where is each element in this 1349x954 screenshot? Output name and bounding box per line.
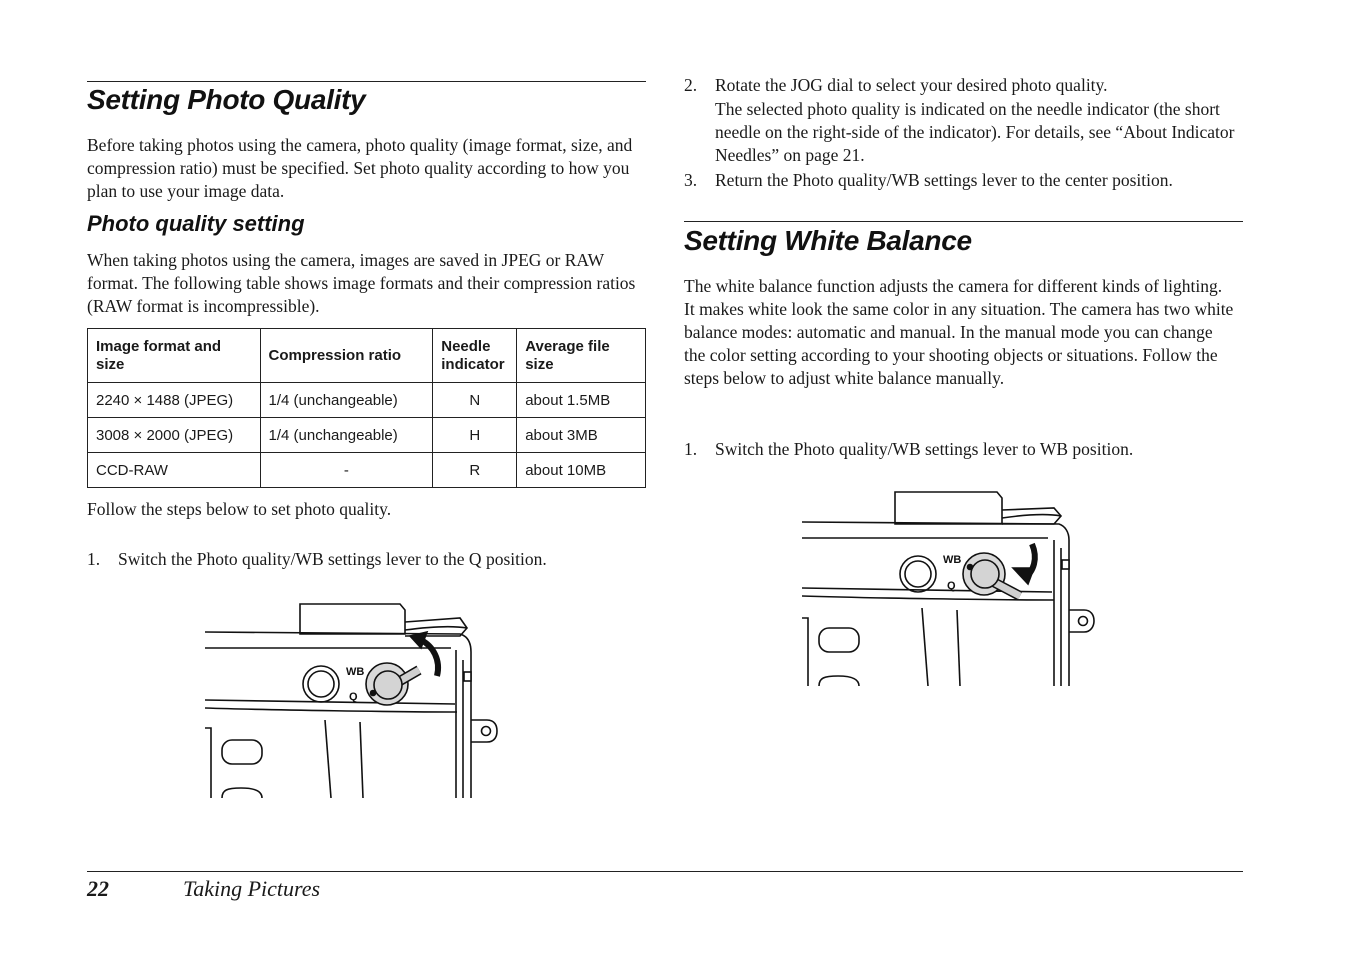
table-cell: H — [433, 418, 517, 453]
table-cell: about 1.5MB — [517, 383, 646, 418]
camera-lever-wb-illustration — [802, 488, 1097, 686]
section-divider — [87, 81, 646, 82]
step-number: 1. — [684, 439, 698, 459]
table-cell: 3008 × 2000 (JPEG) — [88, 418, 261, 453]
white-balance-intro: The white balance function adjusts the camera for different kinds of lighting. It makes white look the same color in any situation. The camera has two white balance modes: automatic and manual. In the manual mode you can change the color setting according to your shooting objects or situations. Follow the steps below to adjust white balance manually. — [684, 276, 1234, 388]
table-header-cell: Needle indicator — [433, 329, 517, 383]
table-cell: about 10MB — [517, 453, 646, 488]
table-cell: N — [433, 383, 517, 418]
step-text: Return the Photo quality/WB settings lever to the center position. — [715, 170, 1173, 190]
table-header-cell: Average file size — [517, 329, 646, 383]
step-text: Switch the Photo quality/WB settings lever to WB position. — [715, 439, 1134, 459]
table-header-row — [88, 329, 646, 383]
table-header-cell: Image format and size — [88, 329, 261, 383]
footer-divider — [87, 871, 1243, 872]
photo-quality-setting-intro: When taking photos using the camera, images are saved in JPEG or RAW format. The following table shows image formats and their compression ratios (RAW format is incompressible). — [87, 250, 636, 316]
section-title-photo-quality: Setting Photo Quality — [87, 84, 366, 115]
table-row — [88, 453, 646, 488]
table-cell: CCD-RAW — [88, 453, 261, 488]
illus-label-wb: WB — [943, 554, 962, 566]
follow-steps-text: Follow the steps below to set photo quality. — [87, 499, 392, 519]
table-cell: 2240 × 1488 (JPEG) — [88, 383, 261, 418]
step-text: Switch the Photo quality/WB settings lever to the Q position. — [118, 549, 547, 569]
table-cell: - — [260, 453, 433, 488]
camera-lever-q-illustration — [205, 600, 500, 798]
table-header-cell: Compression ratio — [260, 329, 433, 383]
illus-label-q: Q — [349, 691, 358, 703]
table-cell: 1/4 (unchangeable) — [260, 418, 433, 453]
page-number: 22 — [87, 876, 109, 901]
illus-label-wb: WB — [346, 666, 365, 678]
step-text: Rotate the JOG dial to select your desired photo quality. — [715, 75, 1108, 95]
step-number: 3. — [684, 170, 698, 190]
section-title-white-balance: Setting White Balance — [684, 225, 972, 256]
step-number: 2. — [684, 75, 698, 95]
chapter-title: Taking Pictures — [183, 876, 321, 901]
table-row — [88, 383, 646, 418]
table-cell: 1/4 (unchangeable) — [260, 383, 433, 418]
table-row — [88, 418, 646, 453]
step-detail-text: The selected photo quality is indicated on the needle indicator (the short needle on the right-side of the indicator). For details, see “About Indicator Needles” on page 21. — [715, 99, 1235, 165]
photo-quality-intro: Before taking photos using the camera, photo quality (image format, size, and compression ratio) must be specified. Set photo quality according to how you plan to use your image data. — [87, 135, 633, 201]
table-cell: about 3MB — [517, 418, 646, 453]
subsection-title-photo-quality-setting: Photo quality setting — [87, 211, 305, 236]
illus-label-q: Q — [947, 580, 956, 592]
photo-quality-table — [87, 328, 646, 488]
table-cell: R — [433, 453, 517, 488]
camera-top-drawing — [802, 488, 1097, 686]
section-divider — [684, 221, 1243, 222]
camera-top-drawing — [205, 600, 500, 798]
step-number: 1. — [87, 549, 101, 569]
